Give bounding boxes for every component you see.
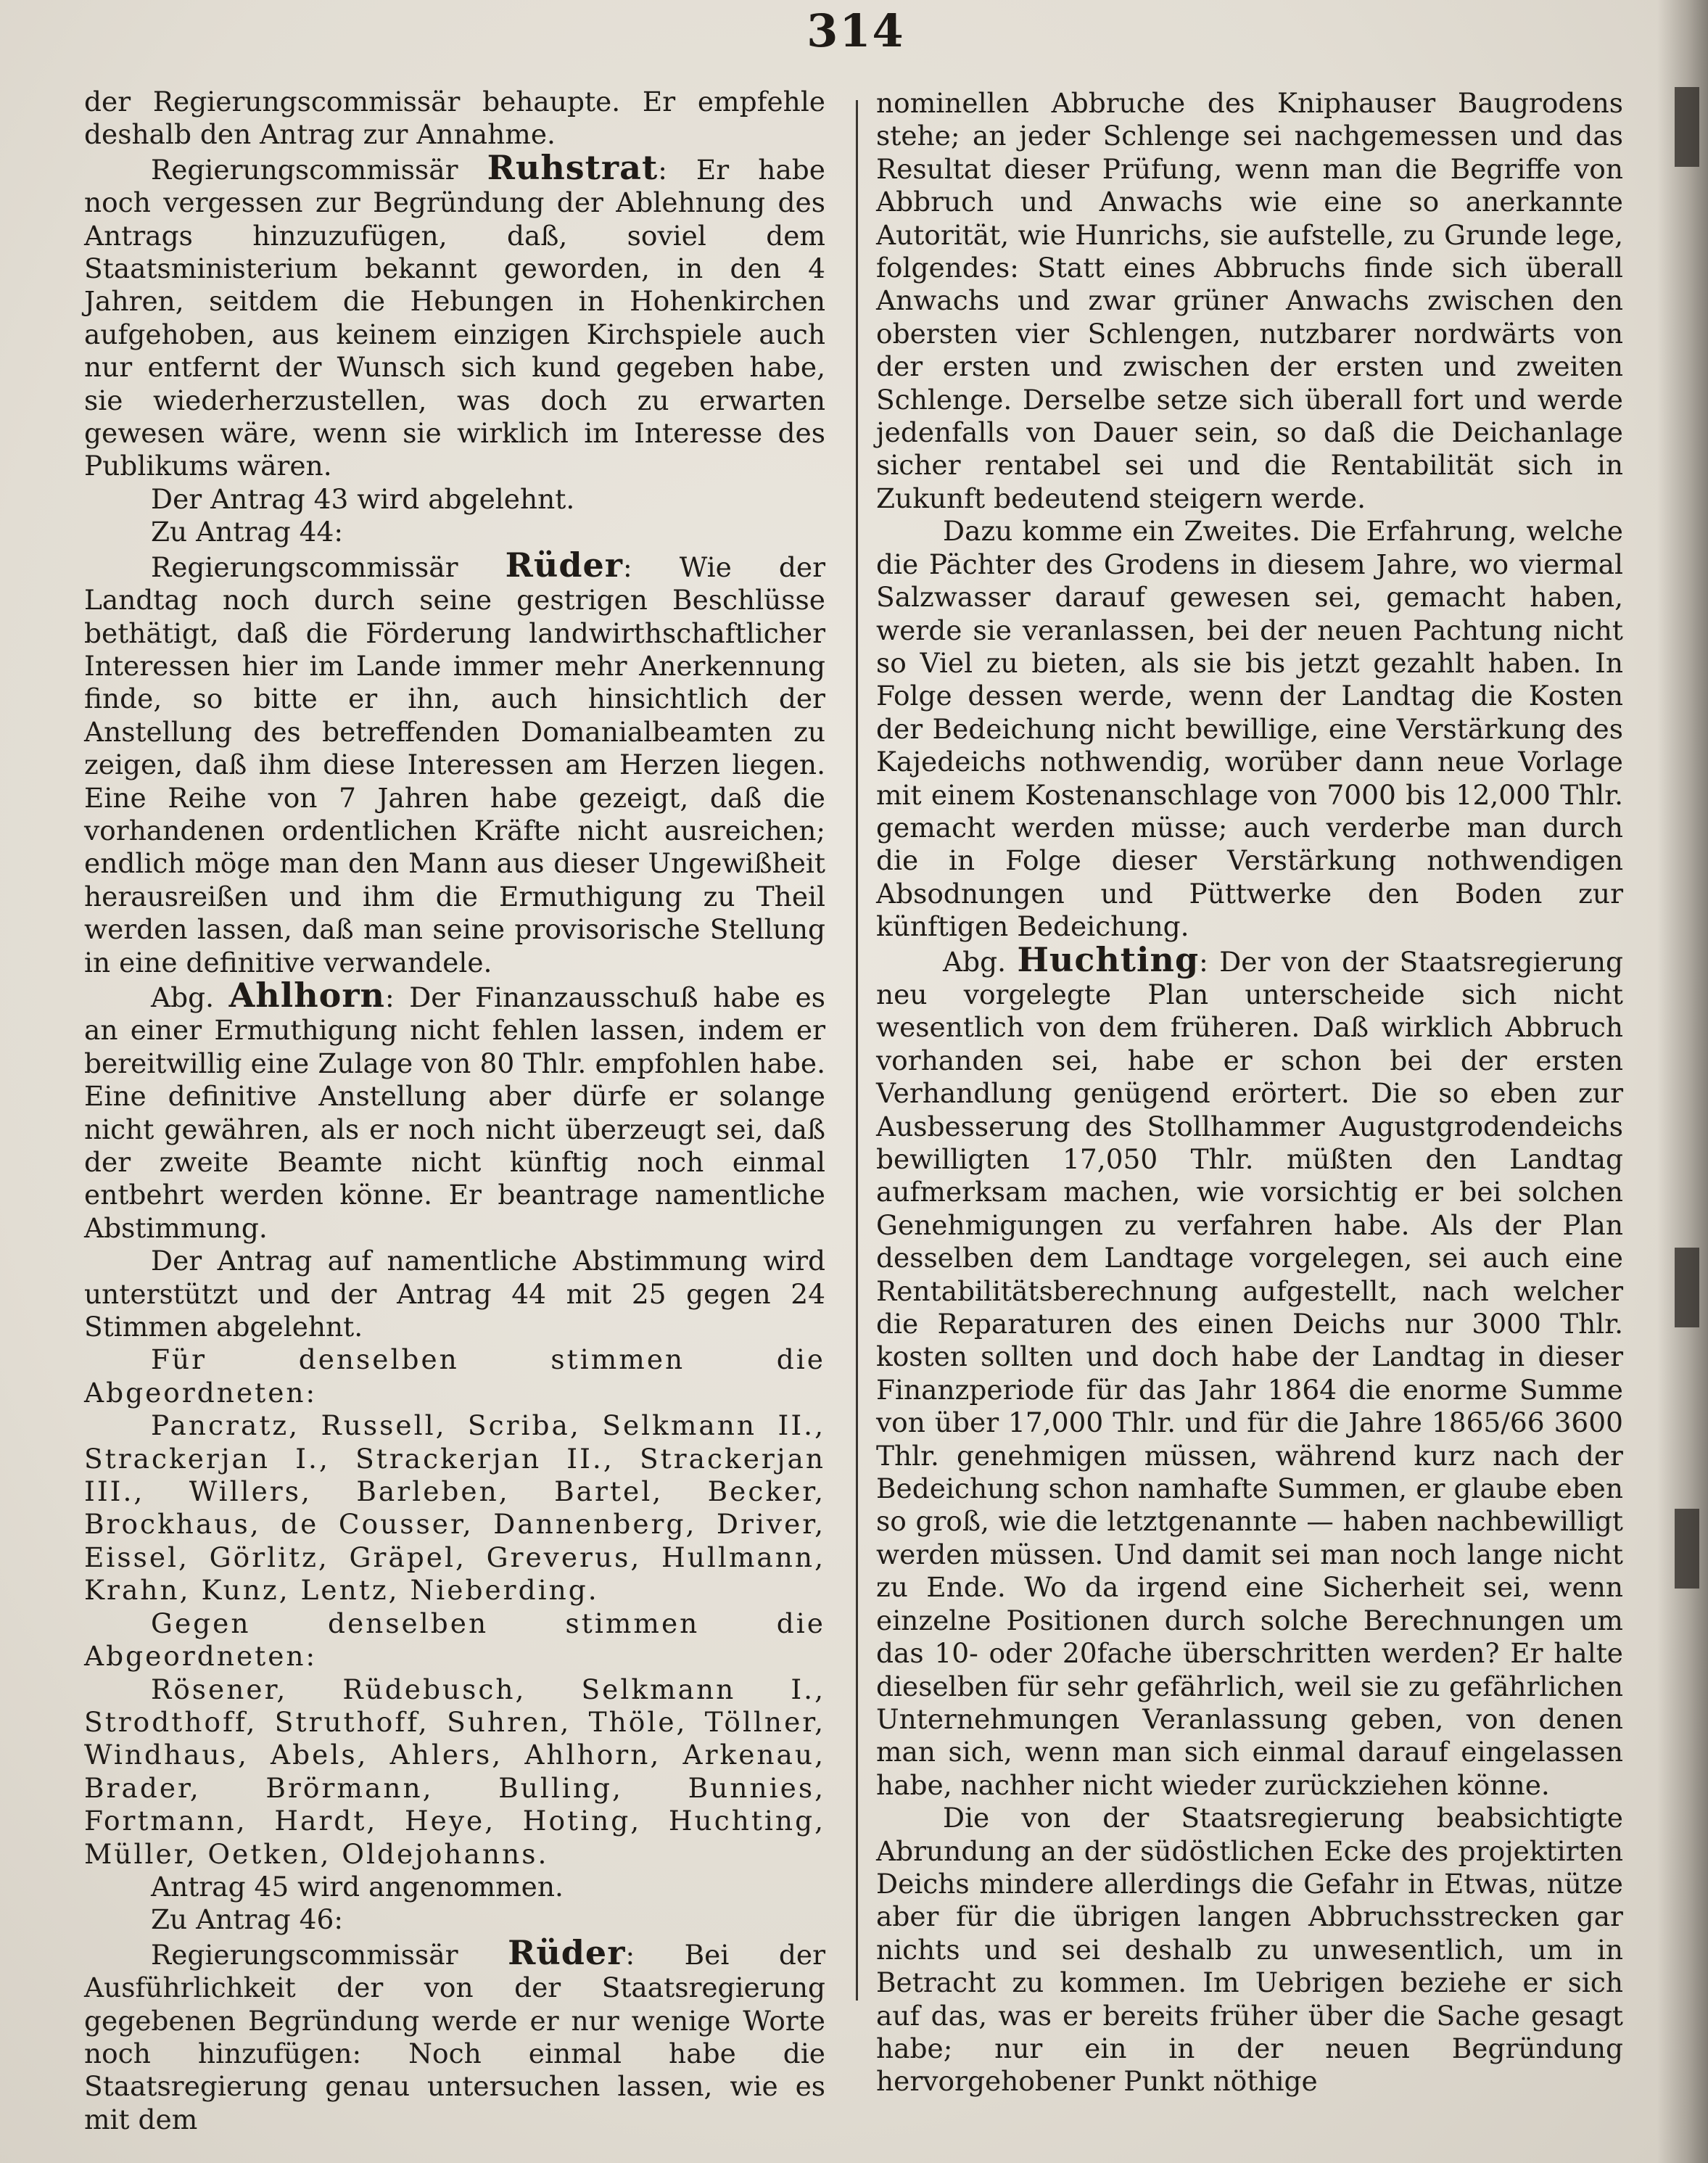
paragraph — [84, 545, 826, 979]
paragraph — [84, 1932, 825, 2136]
paragraph-text: nominellen Abbruche des Kniphauser Baugrodens stehe; an jeder Schlenge sei nachgemessen und das Resultat dieser Prüfung, wenn man die Begriffe von Abbruch und Anwachs wie eine so anerkannte Autorität, wie Hunrichs, sie aufstelle, zu Grunde lege, folgendes: Statt eines Abbruchs finde sich überall Anwachs und zwar grüner Anwachs zwischen den obersten vier Schlengen, nutzbarer nordwärts von der ersten und zwischen der ersten und zweiten Schlenge. Derselbe setze sich überall fort und werde jedenfalls von Dauer sein, so daß die Deichanlage sicher rentabel sei und die Rentabilität sich in Zukunft bedeutend steigern werde. — [876, 87, 1623, 514]
speaker-name: Rüder — [505, 545, 623, 585]
paragraph — [876, 939, 1623, 1802]
edge-ink-mark — [1675, 1248, 1699, 1327]
paragraph-text: Dazu komme ein Zweites. Die Erfahrung, welche die Pächter des Grodens in diesem Jahre, wo viermal Salzwasser darauf gewesen sei, gemacht haben, werde sie veranlassen, bei der neuen Pachtung nicht so Viel zu bieten, als sie bis jetzt gezahlt haben. In Folge dessen werde, wenn der Landtag die Kosten der Bedeichung nicht bewillige, eine Verstärkung des Kajedeichs nothwendig, worüber dann neue Vorlage mit einem Kostenanschlage von 7000 bis 12,000 Thlr. gemacht werden müsse; auch verderbe man durch die in Folge dieser Verstärkung nothwendigen Absodnungen und Püttwerke den Boden zur künftigen Bedeichung. — [876, 515, 1623, 943]
paragraph — [84, 1409, 825, 1607]
paragraph-text: Pancratz, Russell, Scriba, Selkmann II., Strackerjan I., Strackerjan II., Strackerjan III., Willers, Barleben, Bartel, Becker, Brockhaus, de Cousser, Dannenberg, Driver, Eissel, Görlitz, Gräpel, Greverus, Hullmann, Krahn, Kunz, Lentz, Nieberding. — [84, 1409, 825, 1607]
paragraph — [84, 516, 825, 548]
paragraph-text: Die von der Staatsregierung beabsichtigte Abrundung an der südöstlichen Ecke des projektirten Deichs mindere allerdings die Gefahr in Etwas, nütze aber für die übrigen langen Abbruchsstrecken gar nichts und sei deshalb zu unwesentlich, um in Betracht zu kommen. Im Uebrigen beziehe er sich auf das, was er bereits früher über die Sache gesagt habe; nur ein in der neuen Begründung hervorgehobener Punkt nöthige — [876, 1802, 1623, 2098]
speaker-title: Abg. — [151, 981, 229, 1013]
page-binding-edge — [1657, 0, 1708, 2163]
paragraph — [84, 1871, 825, 1903]
speaker-name: Huchting — [1017, 939, 1200, 979]
paragraph — [84, 1343, 825, 1409]
speaker-name: Ruhstrat — [487, 147, 659, 187]
paragraph-text: Zu Antrag 44: — [151, 516, 343, 548]
paragraph-text: Der Antrag auf namentliche Abstimmung wird unterstützt und der Antrag 44 mit 25 gegen 24 Stimmen abgelehnt. — [84, 1245, 825, 1343]
speaker-title: Regierungscommissär — [151, 551, 506, 583]
paragraph — [876, 1802, 1623, 2098]
page-number: 314 — [806, 4, 905, 57]
speaker-title: Abg. — [943, 945, 1018, 978]
paragraph-text: : Bei der Ausführlichkeit der von der Staatsregierung gegebenen Begründung werde er nur wenige Worte noch hinzufügen: Noch einmal habe die Staatsregierung genau untersuchen lassen, wie es mit dem — [84, 1938, 825, 2135]
paragraph-text: : Er habe noch vergessen zur Begründung der Ablehnung des Antrags hinzuzufügen, daß, soviel dem Staatsministerium bekannt geworden, in den 4 Jahren, seitdem die Hebungen in Hohenkirchen aufgehoben, aus keinem einzigen Kirchspiele auch nur entfernt der Wunsch sich kund gegeben habe, sie wiederherzustellen, was doch zu erwarten gewesen wäre, wenn sie wirklich im Interesse des Publikums wären. — [84, 153, 825, 482]
paragraph-text: : Wie der Landtag noch durch seine gestrigen Beschlüsse bethätigt, daß die Förderung landwirthschaftlicher Interessen hier im Lande immer mehr Anerkennung finde, so bitte er ihn, auch hinsichtlich der Anstellung des betreffenden Domanialbeamten zu zeigen, daß ihm diese Interessen am Herzen liegen. Eine Reihe von 7 Jahren habe gezeigt, daß die vorhandenen ordentlichen Kräfte nicht ausreichen; endlich möge man den Mann aus dieser Ungewißheit herausreißen und ihm die Ermuthigung zu Theil werden lassen, daß man seine provisorische Stellung in eine definitive verwandele. — [84, 551, 826, 978]
edge-ink-mark — [1675, 1509, 1699, 1589]
paragraph-text: Rösener, Rüdebusch, Selkmann I., Strodthoff, Struthoff, Suhren, Thöle, Töllner, Windhaus, Abels, Ahlers, Ahlhorn, Arkenau, Brader, Brörmann, Bulling, Bunnies, Fortmann, Hardt, Heye, Hoting, Huchting, Müller, Oetken, Oldejohanns. — [84, 1673, 825, 1870]
speaker-name: Ahlhorn — [228, 975, 385, 1015]
paragraph-text: : Der Finanzausschuß habe es an einer Ermuthigung nicht fehlen lassen, indem er bereitwillig eine Zulage von 80 Thlr. empfohlen habe. Eine definitive Anstellung aber dürfe er solange nicht gewähren, als er noch nicht überzeugt sei, daß der zweite Beamte nicht künftig noch einmal entbehrt werden könne. Er beantrage namentliche Abstimmung. — [84, 981, 825, 1244]
paragraph — [84, 1673, 825, 1871]
speaker-name: Rüder — [508, 1932, 626, 1972]
paragraph — [84, 483, 825, 516]
column-divider — [856, 100, 858, 2001]
paragraph — [84, 1245, 825, 1343]
paragraph-text: Gegen denselben stimmen die Abgeordneten: — [84, 1607, 825, 1673]
paragraph — [84, 1607, 825, 1673]
paragraph — [84, 147, 825, 483]
paragraph-text: Zu Antrag 46: — [151, 1903, 343, 1936]
paragraph-text: Antrag 45 wird angenommen. — [151, 1870, 564, 1903]
edge-ink-mark — [1675, 87, 1699, 167]
paragraph — [876, 515, 1623, 943]
right-text-column — [876, 87, 1623, 2098]
speaker-title: Regierungscommissär — [151, 1938, 508, 1971]
paragraph — [84, 1903, 825, 1936]
speaker-title: Regierungscommissär — [151, 153, 487, 186]
left-text-column — [84, 86, 825, 2136]
paragraph — [84, 86, 825, 152]
paragraph-text: der Regierungscommissär behaupte. Er empfehle deshalb den Antrag zur Annahme. — [84, 86, 825, 151]
paragraph-text: Für denselben stimmen die Abgeordneten: — [84, 1343, 825, 1409]
paragraph — [84, 975, 825, 1245]
paragraph-text: : Der von der Staatsregierung neu vorgelegte Plan unterscheide sich nicht wesentlich von dem früheren. Daß wirklich Abbruch vorhanden sei, habe er schon bei der ersten Verhandlung genügend erörtert. Die so eben zur Ausbesserung des Stollhammer Augustgrodendeichs bewilligten 17,050 Thlr. müßten den Landtag aufmerksam machen, wie vorsichtig er bei solchen Genehmigungen zu verfahren habe. Als der Plan desselben dem Landtage vorgelegen, sei auch eine Rentabilitätsberechnung aufgestellt, nach welcher die Reparaturen des einen Deichs nur 3000 Thlr. kosten sollten und doch habe der Landtag in dieser Finanzperiode für das Jahr 1864 die enorme Summe von über 17,000 Thlr. und für die Jahre 1865/66 3600 Thlr. genehmigen müssen, während kurz nach der Bedeichung schon namhafte Summen, er glaube eben so groß, wie die letztgenannte — haben nachbewilligt werden müssen. Und damit sei man noch lange nicht zu Ende. Wo da irgend eine Sicherheit sei, wenn einzelne Positionen durch solche Berechnungen um das 10- oder 20fache überschritten werden? Er halte dieselben für sehr gefährlich, weil sie zu gefährlichen Unternehmungen Veranlassung geben, von denen man sich, wenn man sich einmal darauf eingelassen habe, nachher nicht wieder zurückziehen könne. — [876, 945, 1623, 1801]
paragraph-text: Der Antrag 43 wird abgelehnt. — [151, 482, 575, 515]
paragraph — [876, 87, 1623, 515]
